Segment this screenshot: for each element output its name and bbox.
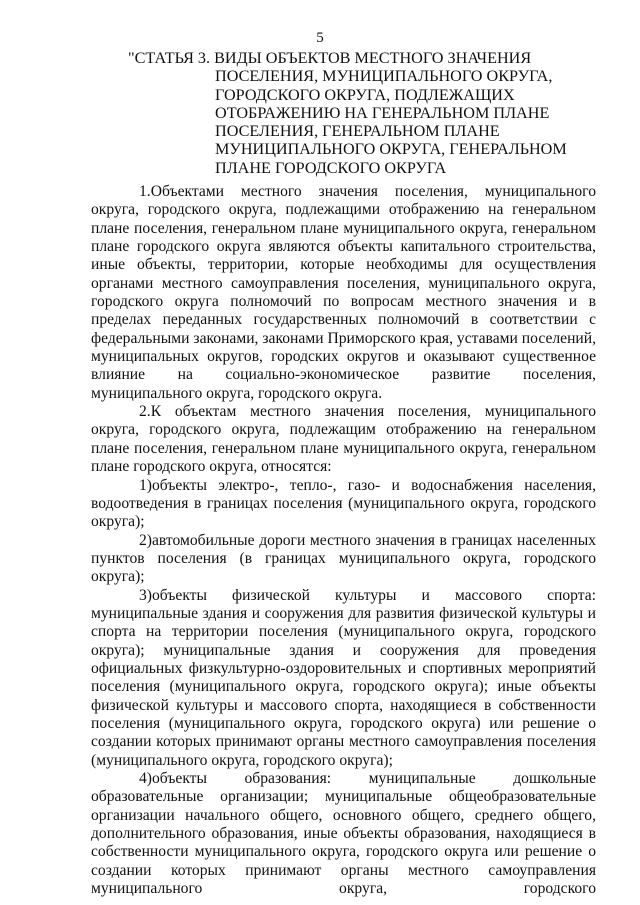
article-heading-first-line: "СТАТЬЯ 3. ВИДЫ ОБЪЕКТОВ МЕСТНОГО ЗНАЧЕНИЯ [128, 49, 532, 67]
list-item-4: 4)объекты образования: муниципальные дошкольные образовательные организации; муниципальные общеобразовательные организации начального общего, основного общего, среднего общего, дополнительного образования, иные объекты образования, находящиеся в собственности муниципального округа, городского округа или решение о создании которых принимают органы местного самоуправления муниципального округа, городского [91, 770, 596, 898]
article-heading [128, 49, 598, 177]
article-body [91, 183, 596, 898]
paragraph-1: 1.Объектами местного значения поселения, муниципального округа, городского округа, подлежащими отображению на генеральном плане поселения, генеральном плане муниципального округа, генеральном плане городского округа являются объекты капитального строительства, иные объекты, территории, которые необходимы для осуществления органами местного самоуправления поселения, муниципального округа, городского округа полномочий по вопросам местного значения и в пределах переданных государственных полномочий в соответствии с федеральными законами, законами Приморского края, уставами поселений, муниципальных округов, городских округов и оказывают существенное влияние на социально-экономическое развитие поселения, муниципального округа, городского округа. [91, 183, 596, 402]
page-number: 5 [316, 30, 324, 46]
list-item-3: 3)объекты физической культуры и массового спорта: муниципальные здания и сооружения для развития физической культуры и спорта на территории поселения (муниципального округа, городского округа); муниципальные здания и сооружения для проведения официальных физкультурно-оздоровительных и спортивных мероприятий поселения (муниципального округа, городского округа); иные объекты физической культуры и массового спорта, находящиеся в собственности поселения (муниципального округа, городского округа) или решение о создании которых принимают органы местного самоуправления поселения (муниципального округа, городского округа); [91, 586, 596, 769]
article-heading-continuation: ПОСЕЛЕНИЯ, МУНИЦИПАЛЬНОГО ОКРУГА, ГОРОДСКОГО ОКРУГА, ПОДЛЕЖАЩИХ ОТОБРАЖЕНИЮ НА ГЕНЕРАЛЬНОМ ПЛАНЕ ПОСЕЛЕНИЯ, ГЕНЕРАЛЬНОМ ПЛАНЕ МУНИЦИПАЛЬНОГО ОКРУГА, ГЕНЕРАЛЬНОМ ПЛАНЕ ГОРОДСКОГО ОКРУГА [215, 67, 567, 177]
paragraph-2: 2.К объектам местного значения поселения, муниципального округа, городского округа, подлежащим отображению на генеральном плане поселения, генеральном плане муниципального округа, генеральном плане городского округа, относятся: [91, 403, 596, 476]
list-item-2: 2)автомобильные дороги местного значения в границах населенных пунктов поселения (в границах муниципального округа, городского округа); [91, 531, 596, 586]
list-item-1: 1)объекты электро-, тепло-, газо- и водоснабжения населения, водоотведения в границах поселения (муниципального округа, городского округа); [91, 476, 596, 531]
